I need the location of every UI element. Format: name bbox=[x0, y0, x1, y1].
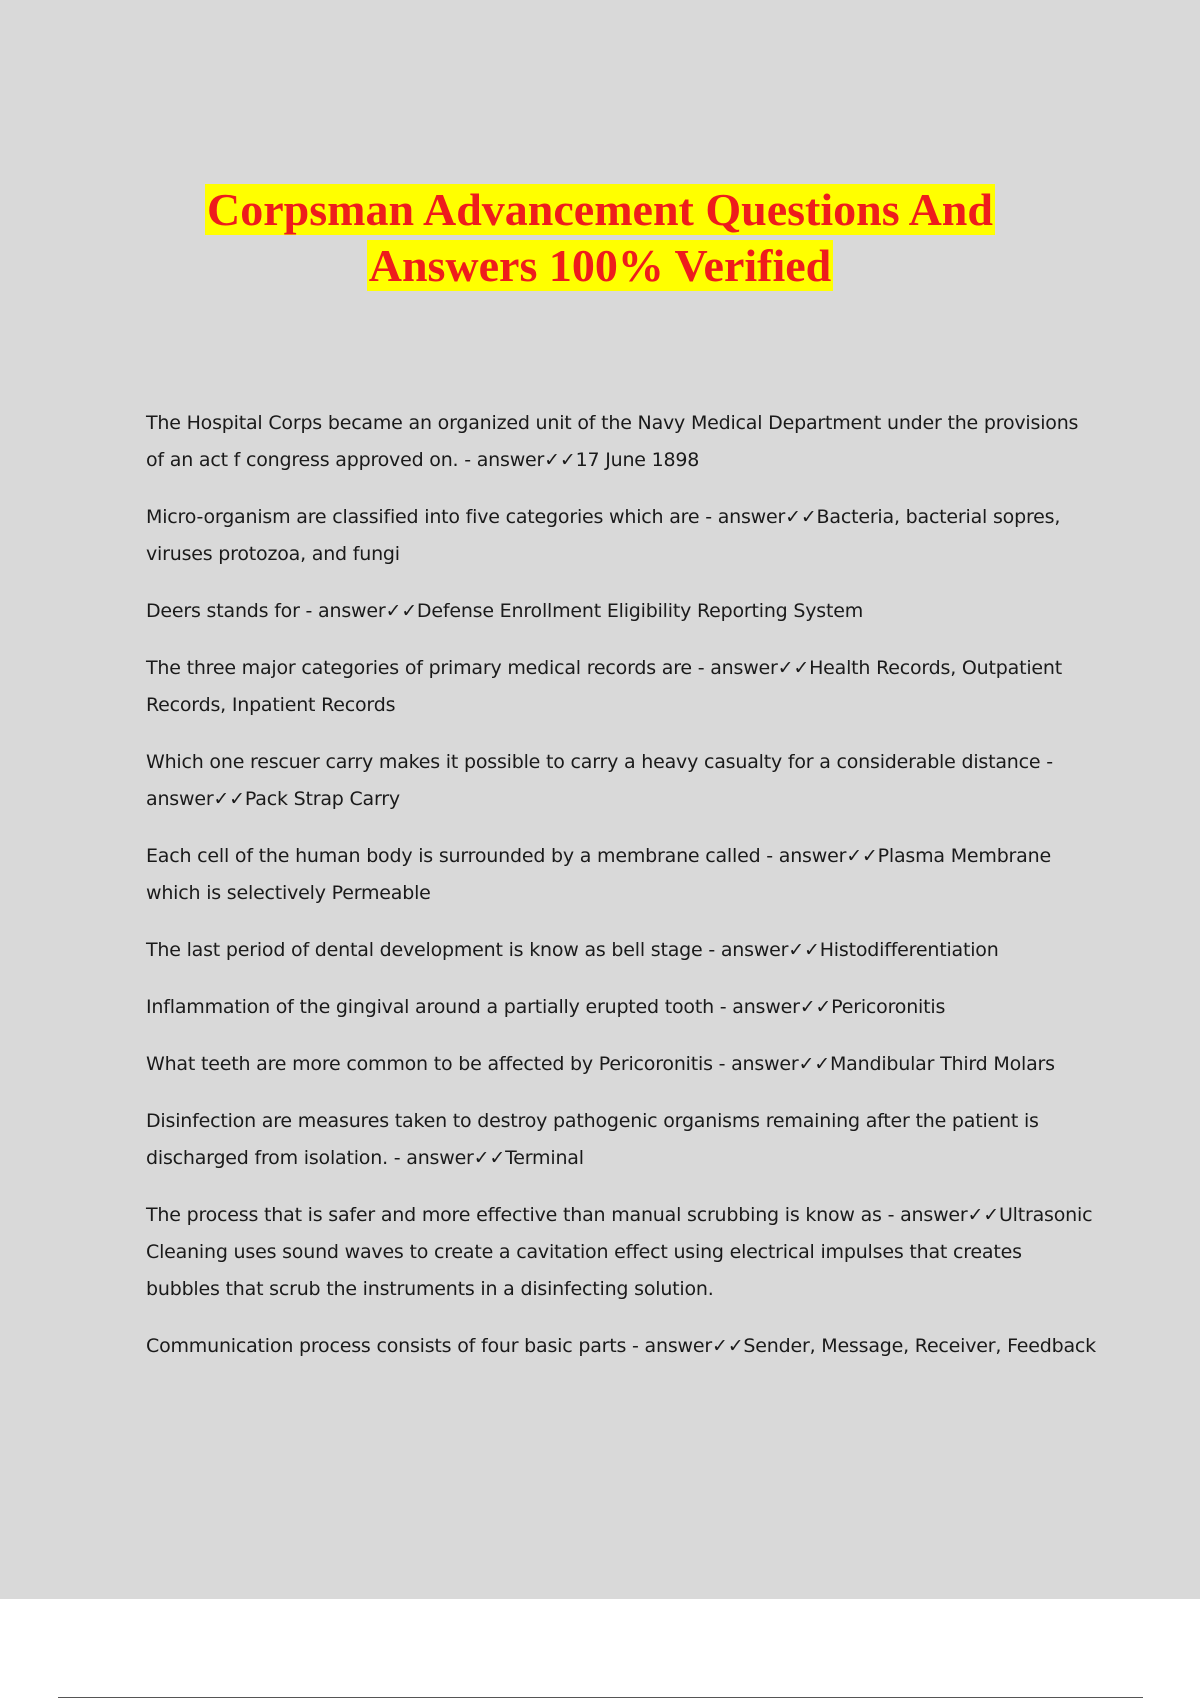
qa-item: What teeth are more common to be affected by Pericoronitis - answer✓✓Mandibular Third Molars bbox=[146, 1053, 1055, 1075]
footer-divider bbox=[58, 1697, 1143, 1698]
document-title bbox=[0, 182, 1200, 294]
qa-item: Communication process consists of four basic parts - answer✓✓Sender, Message, Receiver, Feedback bbox=[146, 1335, 1096, 1357]
qa-item: The process that is safer and more effective than manual scrubbing is know as - answer✓✓Ultrasonic Cleaning uses sound waves to create a cavitation effect using electrical impulses that creates bubbles that scrub the instruments in a disinfecting solution. bbox=[146, 1204, 1093, 1300]
qa-item: Micro-organism are classified into five categories which are - answer✓✓Bacteria, bacterial sopres, viruses protozoa, and fungi bbox=[146, 506, 1061, 565]
title-line-2: Answers 100% Verified bbox=[368, 240, 832, 291]
qa-item: The last period of dental development is know as bell stage - answer✓✓Histodifferentiation bbox=[146, 939, 999, 961]
qa-item: The Hospital Corps became an organized unit of the Navy Medical Department under the provisions of an act f congress approved on. - answer✓✓17 June 1898 bbox=[146, 412, 1079, 471]
qa-item: Disinfection are measures taken to destroy pathogenic organisms remaining after the patient is discharged from isolation. - answer✓✓Terminal bbox=[146, 1110, 1039, 1169]
qa-item: Deers stands for - answer✓✓Defense Enrollment Eligibility Reporting System bbox=[146, 600, 864, 622]
title-line-1: Corpsman Advancement Questions And bbox=[207, 184, 993, 235]
qa-item: The three major categories of primary medical records are - answer✓✓Health Records, Outpatient Records, Inpatient Records bbox=[146, 657, 1062, 716]
qa-list bbox=[146, 405, 1096, 1385]
qa-item: Inflammation of the gingival around a partially erupted tooth - answer✓✓Pericoronitis bbox=[146, 996, 946, 1018]
qa-item: Which one rescuer carry makes it possible to carry a heavy casualty for a considerable distance - answer✓✓Pack Strap Carry bbox=[146, 751, 1053, 810]
qa-item: Each cell of the human body is surrounded by a membrane called - answer✓✓Plasma Membrane which is selectively Permeable bbox=[146, 845, 1051, 904]
